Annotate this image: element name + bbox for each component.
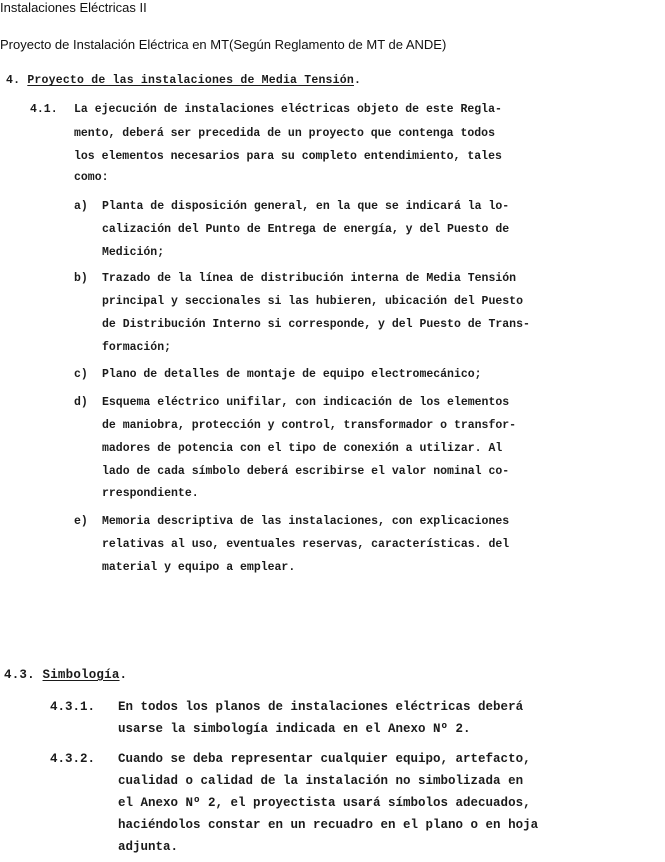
paragraph-4-1-line: mento, deberá ser precedida de un proyecto que contenga todos (74, 127, 495, 140)
paragraph-4-1-line: los elementos necesarios para su completo entendimiento, tales (74, 150, 502, 163)
list-item-a-line: Planta de disposición general, en la que se indicará la lo- (102, 200, 510, 213)
section-4-title: Proyecto de las instalaciones de Media Tensión (27, 74, 354, 87)
section-4-number: 4. (6, 74, 21, 87)
list-item-e-line: Memoria descriptiva de las instalaciones, con explicaciones (102, 515, 510, 528)
list-item-c-label: c) (74, 368, 88, 381)
section-4-3-heading (4, 668, 127, 682)
section-4-title-period: . (353, 74, 362, 87)
list-item-d-line: Esquema eléctrico unifilar, con indicación de los elementos (102, 396, 510, 409)
list-item-b-line: de Distribución Interno si corresponde, y del Puesto de Trans- (102, 318, 530, 331)
list-item-a-line: Medición; (102, 246, 165, 259)
list-item-e-label: e) (74, 515, 88, 528)
list-item-b-line: Trazado de la línea de distribución interna de Media Tensión (102, 272, 517, 285)
section-4-3-title-period: . (119, 668, 128, 682)
section-4-heading (6, 74, 361, 87)
subitem-4-3-2-line: haciéndolos constar en un recuadro en el plano o en hoja (118, 818, 539, 832)
subitem-4-3-1-number: 4.3.1. (50, 700, 96, 714)
paragraph-4-1-line: La ejecución de instalaciones eléctricas objeto de este Regla- (74, 103, 502, 116)
list-item-d-line: lado de cada símbolo deberá escribirse el valor nominal co- (102, 465, 510, 478)
list-item-d-line: de maniobra, protección y control, transformador o transfor- (102, 419, 517, 432)
list-item-e-line: relativas al uso, eventuales reservas, características. del (102, 538, 510, 551)
subitem-4-3-2-line: el Anexo Nº 2, el proyectista usará símbolos adecuados, (118, 796, 531, 810)
list-item-d-line: madores de potencia con el tipo de conexión a utilizar. Al (102, 442, 503, 455)
list-item-b-label: b) (74, 272, 88, 285)
section-4-3-title: Simbología (42, 668, 120, 682)
document-subtitle: Proyecto de Instalación Eléctrica en MT(Según Reglamento de MT de ANDE) (0, 37, 447, 52)
subitem-4-3-2-line: Cuando se deba representar cualquier equipo, artefacto, (118, 752, 531, 766)
list-item-c-line: Plano de detalles de montaje de equipo electromecánico; (102, 368, 482, 381)
section-4-3-number: 4.3. (4, 668, 35, 682)
subitem-4-3-2-line: cualidad o calidad de la instalación no simbolizada en (118, 774, 524, 788)
list-item-b-line: formación; (102, 341, 172, 354)
list-item-b-line: principal y seccionales si las hubieren, ubicación del Puesto (102, 295, 523, 308)
subitem-4-3-1-line: usarse la simbología indicada en el Anexo Nº 2. (118, 722, 471, 736)
paragraph-4-1-line: como: (74, 171, 109, 184)
paragraph-4-1-number: 4.1. (30, 103, 58, 116)
subitem-4-3-1-line: En todos los planos de instalaciones eléctricas deberá (118, 700, 524, 714)
list-item-a-label: a) (74, 200, 88, 213)
list-item-a-line: calización del Punto de Entrega de energía, y del Puesto de (102, 223, 510, 236)
list-item-d-line: rrespondiente. (102, 487, 199, 500)
document-title: Instalaciones Eléctricas II (0, 0, 147, 15)
subitem-4-3-2-number: 4.3.2. (50, 752, 96, 766)
list-item-e-line: material y equipo a emplear. (102, 561, 296, 574)
subitem-4-3-2-line: adjunta. (118, 840, 179, 854)
list-item-d-label: d) (74, 396, 88, 409)
